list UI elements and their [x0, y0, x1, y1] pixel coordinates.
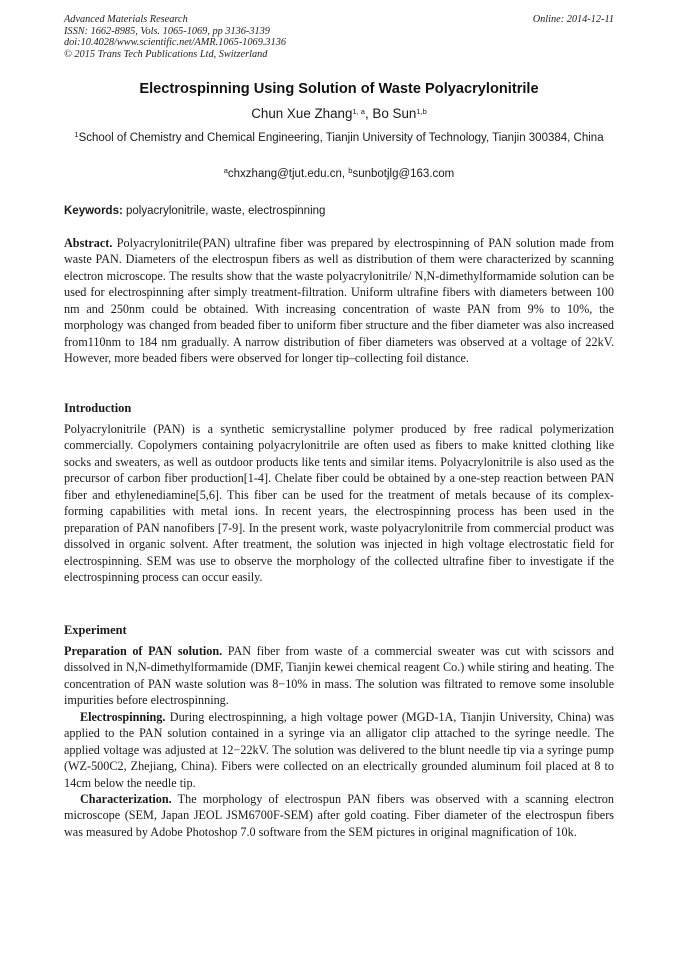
section-heading-introduction: Introduction [64, 401, 132, 415]
electrospinning-paragraph [64, 709, 614, 791]
email-address[interactable]: chxzhang@tjut.edu.cn [227, 168, 342, 180]
author-line [40, 105, 638, 123]
introduction-paragraph: Polyacrylonitrile (PAN) is a synthetic semicrystalline polymer produced by free radical polymerization commercially. Copolymers containing polyacrylonitrile are often used as fibers to make knitted clothing like socks and sweaters, as well as outdoor products like tents and similar items. Polyacrylonitrile is also used as the precursor of carbon fiber production[1-4]. Chelate fiber could be obtained by a one-step reaction between PAN fiber and ethylenediamine[5,6]. This fiber can be used for the treatment of metals because of its complex-forming capabilities with metal ions. In recent years, the electrospinning process has been used in the preparation of PAN nanofibers [7-9]. In the present work, waste polyacrylonitrile from commercial product was dissolved in organic solvent. After treatment, the solution was injected in high voltage electrostatic field for electrospinning. SEM was use to observe the morphology of the collected ultrafine fiber to investigate if the electrospinning process can occur easily. [64, 422, 614, 585]
author-separator: , [364, 106, 373, 121]
section-heading-experiment: Experiment [64, 623, 127, 637]
author-affiliation-mark: 1,b [416, 106, 427, 116]
journal-header [64, 14, 286, 60]
abstract [64, 235, 614, 367]
electrospinning-label: Electrospinning. [80, 710, 166, 724]
email-line [40, 166, 638, 182]
characterization-paragraph [64, 791, 614, 840]
preparation-text: PAN fiber from waste of a commercial sweater was cut with scissors and dissolved in N,N-dimethylformamide (DMF, Tianjin kewei chemical reagent Co.) while stiring and heating. The concentration of PAN waste solution was 8−10% in mass. The solution was filtrated to remove some insoluble impurities before electrospinning. [64, 644, 614, 708]
preparation-paragraph [64, 643, 614, 709]
email-separator: , [341, 168, 349, 180]
author-affiliation-mark: 1, a [352, 106, 365, 116]
journal-name: Advanced Materials Research [64, 14, 188, 25]
email-mark: b [348, 165, 353, 175]
issn-line: ISSN: 1662-8985, Vols. 1065-1069, pp 3136-3139 [64, 25, 270, 37]
copyright-line: © 2015 Trans Tech Publications Ltd, Switzerland [64, 48, 268, 60]
electrospinning-text: During electrospinning, a high voltage power (MGD-1A, Tianjin University, China) was applied to the PAN solution contained in a syringe via an alligator clip attached to the syringe needle. The applied voltage was adjusted at 12−22kV. The solution was delivered to the blunt needle tip via a syringe pump (WZ-500C2, Zhejiang, China). Fibers were collected on an electrically grounded aluminum foil placed at 8 to 14cm below the needle tip. [64, 710, 614, 790]
preparation-label: Preparation of PAN solution. [64, 644, 223, 658]
paper-title: Electrospinning Using Solution of Waste Polyacrylonitrile [139, 81, 539, 97]
email-address[interactable]: sunbotjlg@163.com [352, 168, 455, 180]
characterization-label: Characterization. [80, 792, 172, 806]
keywords-text: polyacrylonitrile, waste, electrospinning [122, 205, 326, 217]
keywords [64, 203, 325, 219]
characterization-text: The morphology of electrospun PAN fibers was observed with a scanning electron microscope (SEM, Japan JEOL JSM6700F-SEM) after gold coating. Fiber diameter of the electrospun fibers was measured by Adobe Photoshop 7.0 software from the SEM pictures in original magnification of 10k. [64, 792, 614, 839]
keywords-label: Keywords: [64, 205, 123, 217]
affiliation [64, 130, 614, 147]
email-mark: a [223, 165, 228, 175]
doi-line: doi:10.4028/www.scientific.net/AMR.1065-1069.3136 [64, 37, 287, 49]
abstract-label: Abstract. [64, 236, 113, 250]
affiliation-text: School of Chemistry and Chemical Engineering, Tianjin University of Technology, Tianjin 300384, China [78, 132, 604, 144]
affiliation-mark: 1 [74, 129, 79, 139]
author-name: Bo Sun [372, 106, 417, 121]
online-date: Online: 2014-12-11 [532, 14, 614, 25]
author-name: Chun Xue Zhang [251, 106, 353, 121]
abstract-text: Polyacrylonitrile(PAN) ultrafine fiber was prepared by electrospinning of PAN solution made from waste PAN. Diameters of the electrospun fibers as well as distribution of them were characterized by scanning electron microscope. The results show that the waste polyacrylonitrile/ N,N-dimethylformamide solution can be used for electrospinning after simply treatment-filtration. Uniform ultrafine fibers with diameters between 100 nm and 250nm could be obtained. With increasing concentration of waste PAN from 9% to 10%, the morphology was changed from beaded fiber to uniform fiber structure and the fiber diameter was also increased from110nm to 184 nm gradually. A narrow distribution of fiber diameters was observed at a voltage of 22kV. However, more beaded fibers were observed for longer tip–collecting foil distance. [64, 236, 614, 366]
